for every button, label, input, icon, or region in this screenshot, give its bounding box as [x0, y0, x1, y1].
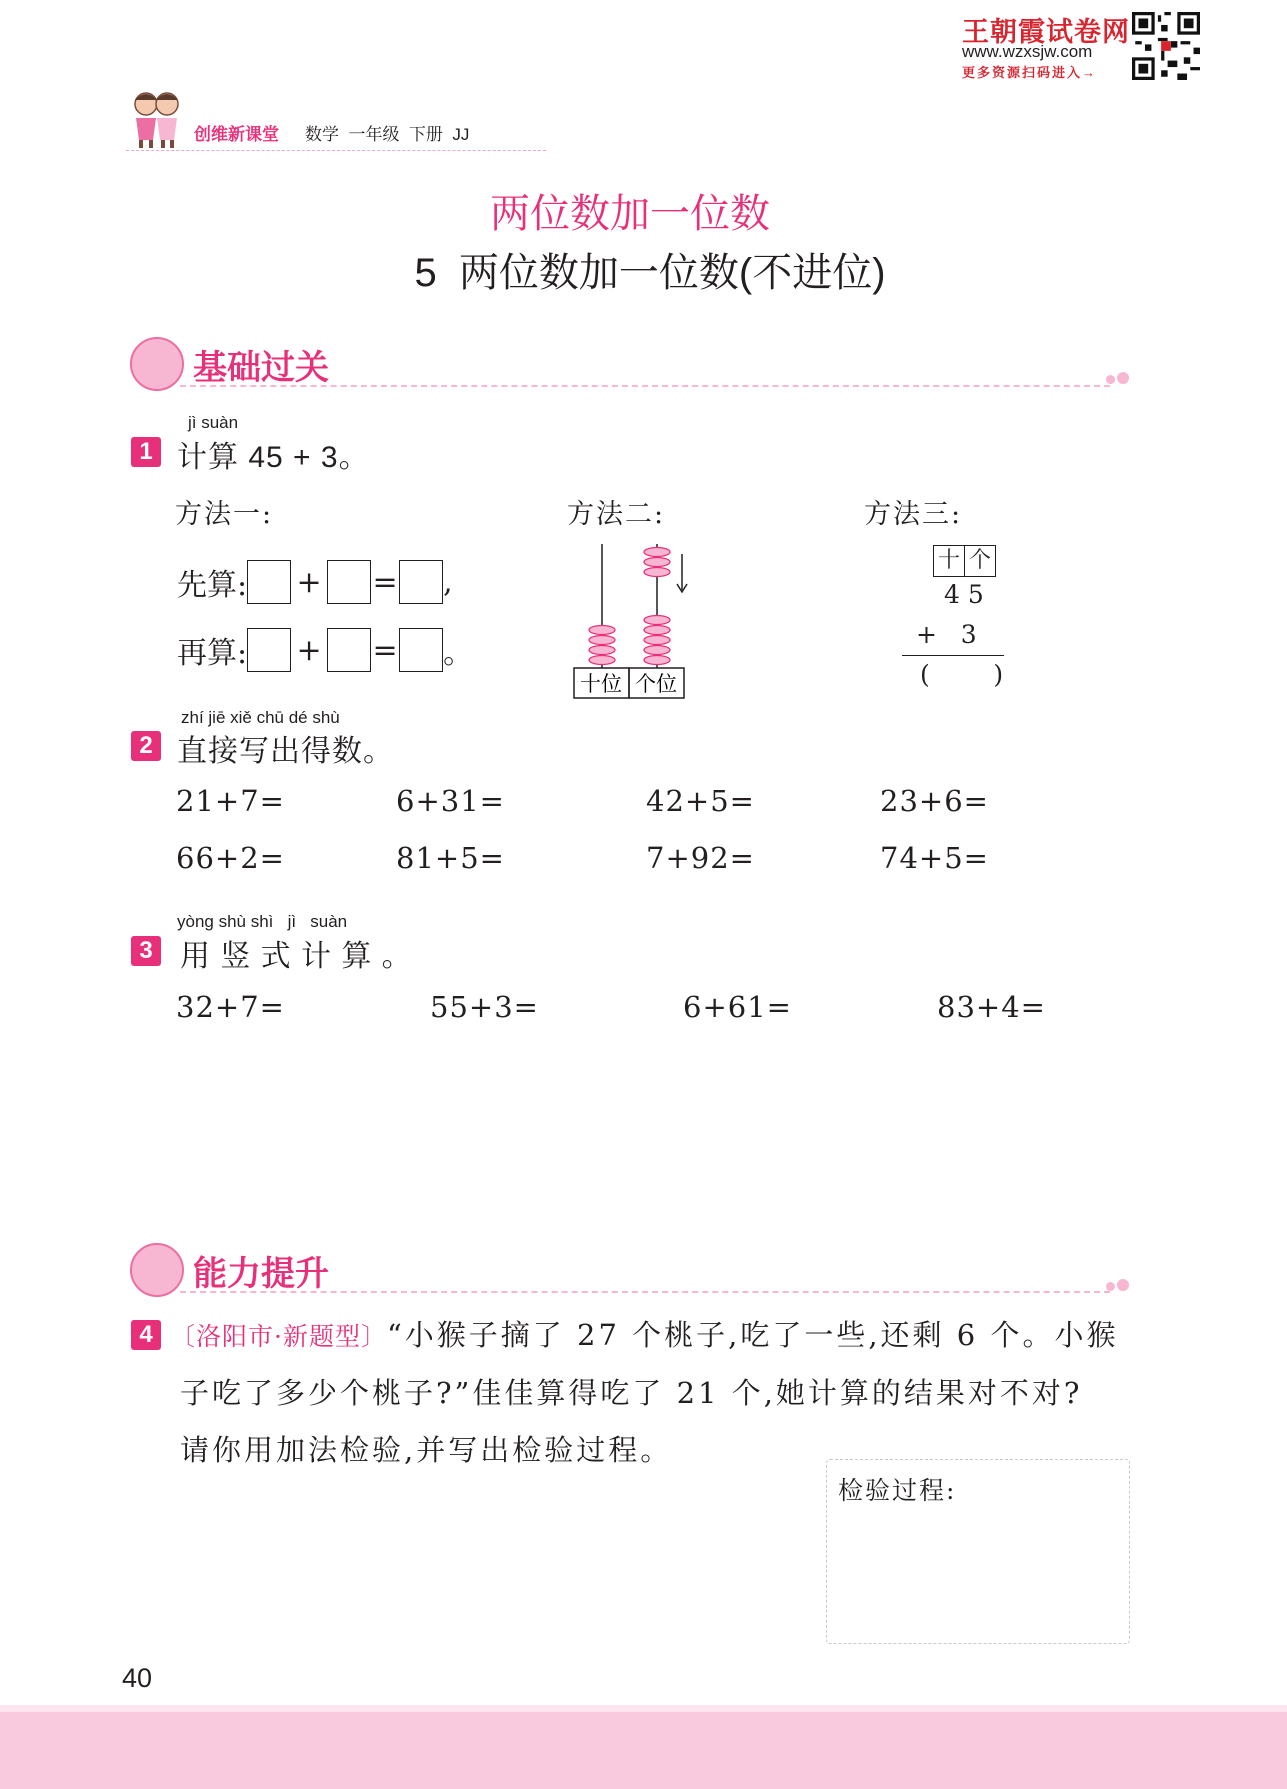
subject-info: 数学 一年级 下册 JJ [305, 125, 470, 144]
watermark-hint: 更多资源扫码进入→ [962, 65, 1098, 80]
ones-bead [644, 636, 670, 645]
answer-parentheses[interactable]: ( ) [920, 660, 1004, 689]
section-divider [180, 385, 1110, 387]
answer-box[interactable] [247, 560, 291, 604]
row-label: 再算: [177, 636, 248, 671]
answer-box[interactable] [399, 560, 443, 604]
tens-header: 十 [933, 545, 965, 577]
cartoon-kids-icon [126, 88, 188, 150]
added-bead [644, 548, 670, 557]
place-value-header [933, 545, 996, 577]
method-two-label: 方法二: [567, 499, 666, 530]
vertical-row-1: 4 5 [944, 580, 984, 609]
ones-beads [644, 616, 670, 665]
sum-line [902, 655, 1004, 656]
plus-sign: + [296, 632, 322, 668]
calc-item: 6+31= [396, 784, 505, 818]
unit-title: 两位数加一位数 [490, 192, 770, 236]
method-one-row-2 [177, 626, 473, 674]
check-process-label: 检验过程: [838, 1476, 957, 1505]
question-text: 直接写出得数。 [177, 735, 394, 768]
abacus-diagram [570, 540, 690, 702]
question-number: 2 [131, 731, 161, 761]
row-end-punct: , [443, 564, 453, 600]
q2-pinyin: zhí jiē xiě chū dé shù [181, 708, 340, 727]
method-three-label: 方法三: [864, 499, 963, 530]
watermark-title: 王朝霞试卷网 [962, 17, 1130, 47]
calc-item: 74+5= [880, 841, 989, 875]
q1-pinyin: jì suàn [188, 413, 239, 432]
q4-text: “小猴子摘了 27 个桃子,吃了一些,还剩 6 个。小猴 [386, 1318, 1119, 1352]
ones-bead [644, 626, 670, 635]
question-text: 用 竖 式 计 算 。 [180, 940, 413, 973]
brand-name: 创维新课堂 [194, 125, 279, 144]
plus-sign: + [296, 564, 322, 600]
page-number: 40 [122, 1663, 153, 1693]
tens-beads [589, 626, 615, 665]
footer-band [0, 1712, 1287, 1789]
answer-box[interactable] [399, 628, 443, 672]
equals-sign: = [372, 632, 398, 668]
tens-place-label: 十位 [580, 672, 622, 696]
ones-bead [644, 616, 670, 625]
ones-bead [644, 646, 670, 655]
calc-item: 21+7= [176, 784, 285, 818]
q4-line-2: 子吃了多少个桃子?”佳佳算得吃了 21 个,她计算的结果对不对? [180, 1376, 1083, 1410]
question-number: 4 [131, 1320, 161, 1350]
q3-pinyin: yòng shù shì jì suàn [177, 912, 348, 931]
source-tag: 〔洛阳市·新题型〕 [170, 1322, 387, 1351]
ones-bead [644, 656, 670, 665]
calc-item: 83+4= [937, 990, 1046, 1024]
cartoon-monkey-icon [130, 1243, 184, 1297]
header-divider [126, 150, 546, 151]
row-label: 先算: [177, 568, 248, 603]
calc-item: 32+7= [176, 990, 285, 1024]
answer-box[interactable] [327, 560, 371, 604]
q4-line-3: 请你用加法检验,并写出检验过程。 [180, 1433, 673, 1467]
lesson-title: 5 两位数加一位数(不进位) [414, 251, 886, 295]
method-one-label: 方法一: [175, 499, 274, 530]
section-title-basic: 基础过关 [193, 349, 329, 387]
tens-bead [589, 626, 615, 635]
equals-sign: = [372, 564, 398, 600]
question-text: 计算 45 + 3。 [177, 441, 370, 474]
added-beads [644, 548, 670, 577]
tens-bead [589, 646, 615, 655]
calc-item: 81+5= [396, 841, 505, 875]
ones-place-label: 个位 [635, 672, 677, 696]
vertical-row-2: + 3 [916, 620, 977, 649]
section-title-advanced: 能力提升 [193, 1255, 329, 1293]
added-bead [644, 558, 670, 567]
dots-decoration [1106, 1276, 1131, 1295]
cartoon-girl-icon [130, 337, 184, 391]
row-end-punct: 。 [443, 636, 474, 671]
section-divider [180, 1291, 1110, 1293]
ones-header: 个 [965, 545, 996, 577]
watermark-url: www.wzxsjw.com [962, 42, 1093, 61]
calc-item: 23+6= [880, 784, 989, 818]
dots-decoration [1106, 369, 1131, 388]
answer-box[interactable] [327, 628, 371, 672]
calc-item: 42+5= [646, 784, 755, 818]
method-one-row-1 [177, 558, 453, 606]
answer-box[interactable] [247, 628, 291, 672]
added-bead [644, 568, 670, 577]
question-number: 1 [131, 437, 161, 467]
calc-item: 55+3= [430, 990, 539, 1024]
question-number: 3 [131, 936, 161, 966]
tens-bead [589, 636, 615, 645]
qr-code-icon [1132, 12, 1200, 80]
calc-item: 66+2= [176, 841, 285, 875]
calc-item: 7+92= [646, 841, 755, 875]
q4-line-1 [170, 1306, 1118, 1366]
calc-item: 6+61= [683, 990, 792, 1024]
tens-bead [589, 656, 615, 665]
